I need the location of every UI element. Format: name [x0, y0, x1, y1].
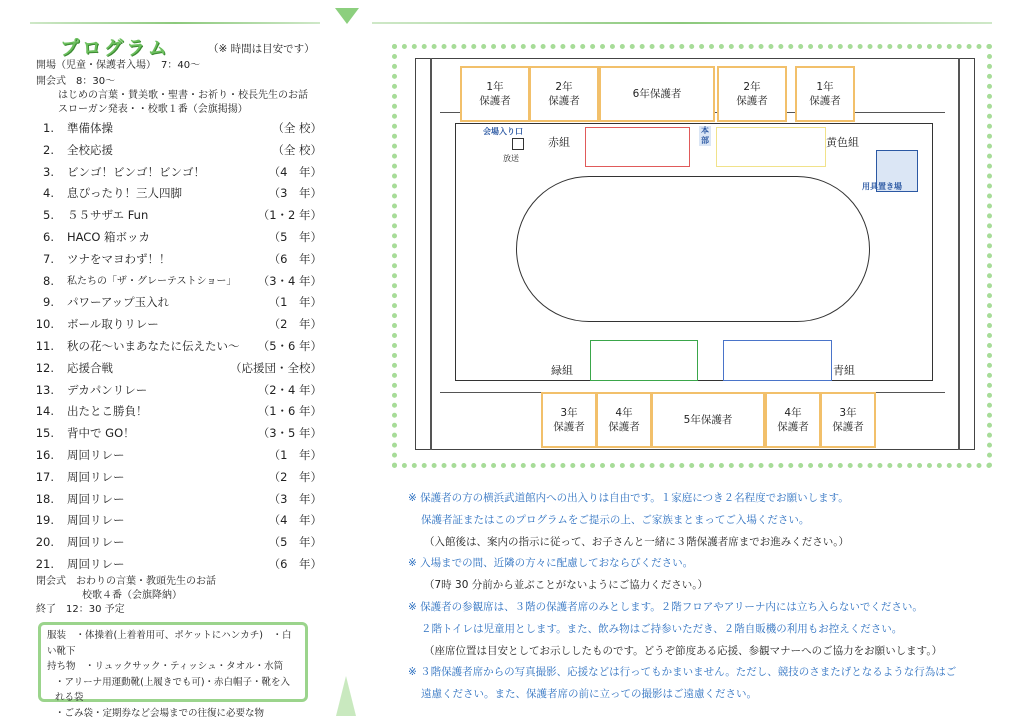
program-grade: （5 年）	[268, 535, 322, 550]
note-line: （7時 30 分前から並ぶことがないようにご協力ください。）	[424, 579, 708, 592]
program-grade: （応援団・全校）	[230, 360, 322, 375]
top-divider-left	[30, 22, 320, 24]
program-name: 準備体操	[67, 121, 113, 135]
note-line: ２階トイレは児童用とします。また、飲み物はご持参いただき、２階自販機の利用もお控えください。	[421, 622, 903, 635]
closing-anthem: 校歌４番（会旗降納）	[82, 590, 182, 601]
program-name: 私たちの「ザ・グレーテストショー」	[67, 275, 237, 287]
end-time: 終了 12：30 予定	[36, 604, 125, 615]
program-grade: （全 校）	[272, 121, 322, 135]
program-name: 全校応援	[67, 142, 113, 157]
program-name: パワーアップ玉入れ	[67, 295, 170, 310]
parent-seat-grade3-right: 3年 保護者	[820, 392, 876, 448]
program-number: 16.	[35, 447, 54, 462]
belongings-line: ・ごみ袋・定期券など会場までの往復に必要な物	[55, 707, 265, 719]
program-item	[34, 336, 334, 358]
program-item	[34, 401, 334, 423]
program-name: 息ぴったり！三人四脚	[67, 186, 182, 201]
parent-seat-grade5: 5年保護者	[651, 392, 765, 448]
program-number: 15.	[35, 426, 54, 441]
time-note: （※ 時間は目安です）	[208, 43, 315, 55]
program-item	[34, 423, 334, 445]
program-name: 出たとこ勝負！	[67, 404, 148, 419]
red-team-zone	[585, 127, 690, 167]
program-number: 19.	[35, 513, 54, 528]
note-line: ※ 保護者の参観席は、３階の保護者席のみとします。２階フロアやアリーナ内には立ち入らないでください。	[408, 600, 923, 613]
program-name: 周回リレー	[67, 491, 125, 506]
up-triangle-icon	[336, 676, 356, 716]
program-number: 8.	[43, 273, 54, 288]
team-red-label: 赤組	[548, 136, 570, 149]
note-line: （入館後は、案内の指示に従って、お子さんと一緒に３階保護者席までお進みください。）	[424, 535, 850, 548]
program-grade: （4 年）	[268, 513, 322, 528]
program-number: 13.	[35, 382, 54, 397]
team-yellow-label: 黄色組	[826, 136, 859, 149]
parent-seat-grade2-right: 2年 保護者	[717, 66, 787, 122]
program-number: 10.	[35, 317, 54, 332]
program-name: 周回リレー	[67, 535, 125, 550]
parent-seat-grade4-right: 4年 保護者	[765, 392, 821, 448]
program-item	[34, 445, 334, 467]
program-grade: （1 年）	[268, 447, 322, 462]
program-grade: （1 年）	[268, 295, 322, 310]
program-name: 周回リレー	[67, 469, 125, 484]
top-divider-right	[372, 22, 992, 24]
program-item	[34, 467, 334, 489]
program-grade: （全 校）	[272, 142, 322, 157]
team-blue-label: 青組	[833, 364, 855, 377]
program-grade: （1・6 年）	[257, 404, 322, 419]
dress-line: 服装 ・体操着(上着着用可、ポケットにハンカチ) ・白い靴下	[47, 630, 292, 657]
program-grade: （5 年）	[268, 229, 322, 244]
program-grade: （4 年）	[268, 164, 322, 179]
program-item	[34, 532, 334, 554]
program-number: 1.	[43, 121, 54, 135]
team-green-label: 緑組	[551, 364, 573, 377]
yellow-team-zone	[716, 127, 826, 167]
page-title: プログラム	[60, 37, 170, 59]
program-number: 6.	[43, 229, 54, 244]
program-name: 周回リレー	[67, 556, 125, 571]
program-grade: （3 年）	[268, 186, 322, 201]
blue-team-zone	[723, 340, 832, 381]
belongings-line: 持ち物 ・リュックサック・ティッシュ・タオル・水筒	[47, 661, 284, 672]
opening-entry: 開場（児童・保護者入場） 7：40〜	[36, 60, 201, 71]
parent-seat-grade4-left: 4年 保護者	[596, 392, 652, 448]
program-number: 20.	[35, 535, 54, 550]
program-item	[34, 227, 334, 249]
program-item	[34, 358, 334, 380]
program-grade: （1・2 年）	[257, 208, 322, 223]
program-name: 周回リレー	[67, 447, 125, 462]
program-item	[34, 380, 334, 402]
program-number: 5.	[43, 208, 54, 223]
wall-line	[958, 58, 960, 450]
note-line: ※ ３階保護者席からの写真撮影、応援などは行ってもかまいません。ただし、競技のさまたげとなるような行為はご	[408, 666, 957, 679]
wall-line	[430, 58, 432, 450]
opening-ceremony-line1: はじめの言葉・賛美歌・聖書・お祈り・校長先生のお話	[58, 90, 308, 101]
program-item	[34, 314, 334, 336]
program-item	[34, 205, 334, 227]
program-number: 12.	[35, 360, 54, 375]
program-item	[34, 271, 334, 293]
program-name: 背中で GO！	[67, 426, 135, 441]
program-number: 17.	[35, 469, 54, 484]
program-grade: （2・4 年）	[257, 382, 322, 397]
program-number: 7.	[43, 251, 54, 266]
program-item	[34, 489, 334, 511]
program-item	[34, 118, 334, 140]
program-number: 11.	[35, 338, 54, 353]
parent-seat-grade6: 6年保護者	[599, 66, 715, 122]
program-item	[34, 554, 334, 576]
program-number: 2.	[43, 142, 54, 157]
program-item	[34, 510, 334, 532]
program-name: ５５サザエ Fun	[67, 208, 149, 223]
opening-ceremony-time: 開会式 8：30〜	[36, 76, 116, 87]
program-name: ツナをマヨわず！！	[67, 251, 171, 266]
program-grade: （2 年）	[268, 469, 322, 484]
entrance-label: 会場入り口	[483, 127, 523, 136]
notes-section	[408, 488, 1008, 706]
program-grade: （3・4 年）	[257, 273, 322, 288]
program-name: 応援合戦	[67, 360, 113, 375]
program-name: ビンゴ！ビンゴ！ビンゴ！	[67, 164, 205, 179]
program-grade: （2 年）	[268, 317, 322, 332]
note-line: （座席位置は目安としてお示ししたものです。どうぞ節度ある応援、参観マナーへのご協力をお願いします。）	[424, 644, 943, 657]
program-item	[34, 140, 334, 162]
down-triangle-icon	[335, 8, 359, 24]
program-number: 14.	[35, 404, 54, 419]
program-number: 18.	[35, 491, 54, 506]
parent-seat-grade3-left: 3年 保護者	[541, 392, 597, 448]
program-item	[34, 183, 334, 205]
program-name: ボール取りリレー	[67, 317, 159, 332]
belongings-line: ・アリーナ用運動靴(上履きでも可)・赤白帽子・靴を入れる袋	[55, 676, 291, 703]
broadcast-booth	[512, 138, 524, 150]
program-item	[34, 249, 334, 271]
program-number: 9.	[43, 295, 54, 310]
headquarters-label: 本部	[701, 126, 709, 145]
closing-ceremony: 閉会式 おわりの言葉・教頭先生のお話	[36, 576, 216, 587]
program-list	[34, 118, 334, 576]
program-grade: （3 年）	[268, 491, 322, 506]
program-number: 3.	[43, 164, 54, 179]
parent-seat-grade1-left: 1年 保護者	[460, 66, 530, 122]
program-item	[34, 292, 334, 314]
equipment-label: 用具置き場	[862, 182, 902, 191]
program-name: HACO 箱ボッカ	[67, 229, 151, 244]
program-name: 周回リレー	[67, 513, 125, 528]
program-number: 4.	[43, 186, 54, 201]
note-line: ※ 入場までの間、近隣の方々に配慮しておならびください。	[408, 557, 694, 570]
note-line: ※ 保護者の方の横浜武道館内への出入りは自由です。１家庭につき２名程度でお願いします。	[408, 492, 849, 504]
parent-seat-grade1-right: 1年 保護者	[795, 66, 855, 122]
program-grade: （5・6 年）	[257, 338, 322, 353]
program-grade: （6 年）	[268, 556, 322, 571]
opening-ceremony-line2: スローガン発表・・校歌１番（会旗掲揚）	[58, 104, 248, 115]
program-name: デカパンリレー	[67, 382, 148, 397]
dress-code-box	[38, 622, 308, 719]
program-grade: （6 年）	[268, 251, 322, 266]
green-team-zone	[590, 340, 698, 381]
program-item	[34, 162, 334, 184]
program-number: 21.	[35, 556, 54, 571]
broadcast-label: 放送	[503, 154, 519, 163]
program-grade: （3・5 年）	[257, 426, 322, 441]
running-track	[516, 176, 870, 322]
note-line: 保護者証またはこのプログラムをご提示の上、ご家族まとまってご入場ください。	[421, 513, 810, 526]
note-line: 遠慮ください。また、保護者席の前に立っての撮影はご遠慮ください。	[421, 688, 757, 701]
program-name: 秋の花〜いまあなたに伝えたい〜	[67, 338, 240, 353]
parent-seat-grade2-left: 2年 保護者	[529, 66, 599, 122]
